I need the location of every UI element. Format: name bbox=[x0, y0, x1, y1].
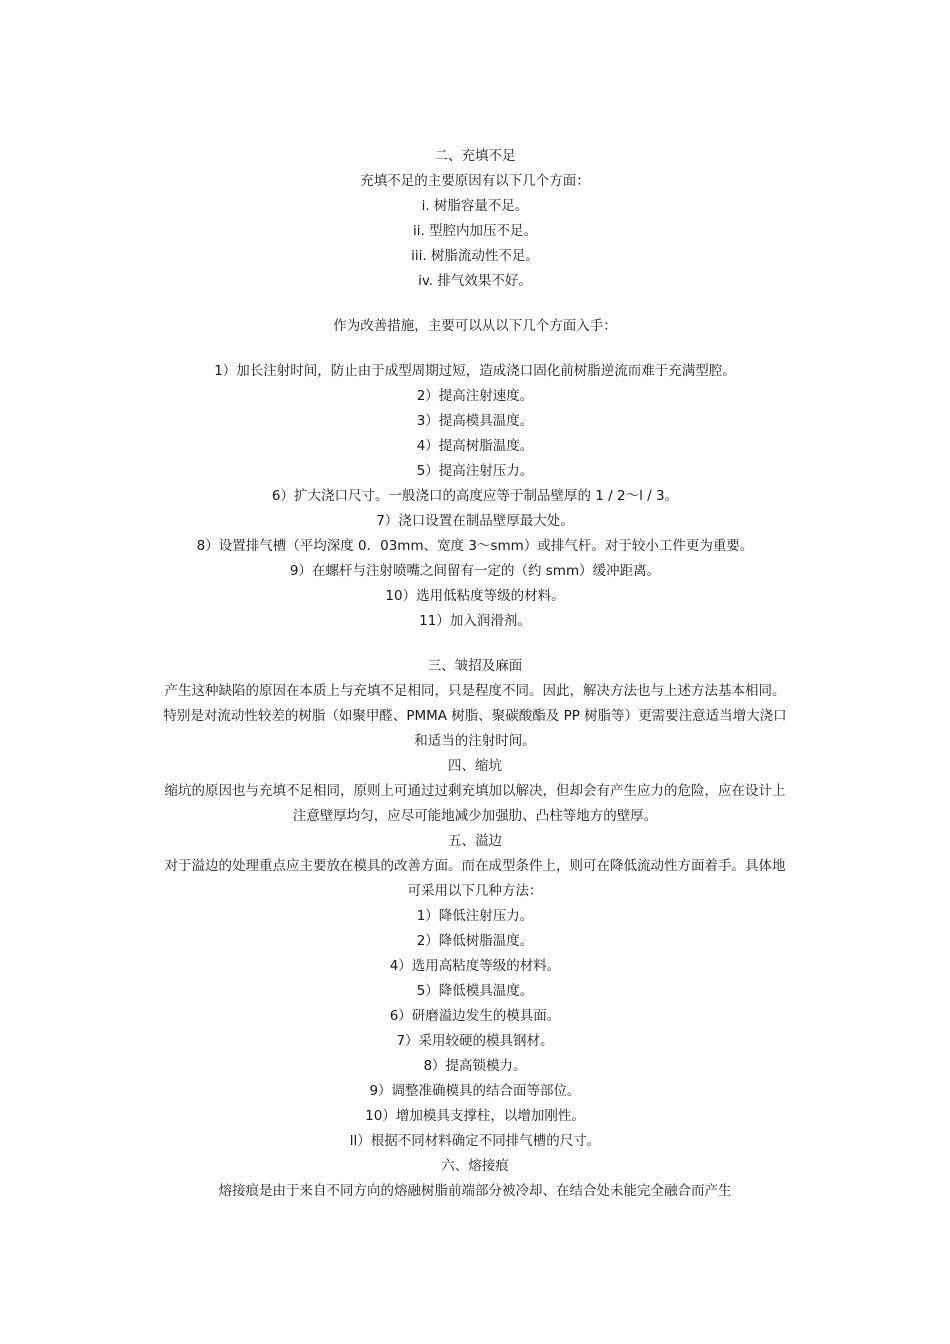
measure-item: 10）选用低粘度等级的材料。 bbox=[385, 588, 565, 604]
section-heading-underfill: 二、充填不足 bbox=[434, 148, 516, 164]
spacer bbox=[140, 634, 810, 654]
underfill-intro: 充填不足的主要原因有以下几个方面： bbox=[360, 173, 590, 189]
cause-item: i. 树脂容量不足。 bbox=[421, 198, 529, 214]
flash-method-item: 10）增加模具支撑柱，以增加刚性。 bbox=[365, 1108, 585, 1124]
section-heading-wrinkles: 三、皱招及麻面 bbox=[427, 658, 523, 674]
sink-paragraph-line: 注意壁厚均匀，应尽可能地减少加强肋、凸柱等地方的壁厚。 bbox=[292, 808, 658, 824]
cause-item: iv. 排气效果不好。 bbox=[418, 273, 532, 289]
flash-method-item: 9）调整准确模具的结合面等部位。 bbox=[369, 1083, 581, 1099]
flash-method-item: ll）根据不同材料确定不同排气槽的尺寸。 bbox=[349, 1133, 601, 1149]
wrinkles-paragraph-line: 产生这种缺陷的原因在本质上与充填不足相同，只是程度不同。因此，解决方法也与上述方法基本相同。 bbox=[164, 683, 786, 699]
flash-method-item: 7）采用较硬的模具钢材。 bbox=[396, 1033, 554, 1049]
flash-method-item: 5）降低模具温度。 bbox=[416, 983, 534, 999]
measure-item: 5）提高注射压力。 bbox=[416, 463, 534, 479]
flash-method-item: 6）研磨溢边发生的模具面。 bbox=[389, 1008, 561, 1024]
section-heading-sink-marks: 四、缩坑 bbox=[448, 758, 502, 774]
measures-intro: 作为改善措施，主要可以从以下几个方面入手： bbox=[333, 318, 617, 334]
section-heading-flash: 五、溢边 bbox=[448, 833, 502, 849]
measure-item: 3）提高模具温度。 bbox=[416, 413, 534, 429]
spacer bbox=[140, 339, 810, 359]
measure-item: 2）提高注射速度。 bbox=[416, 388, 534, 404]
weld-paragraph-line: 熔接痕是由于来自不同方向的熔融树脂前端部分被冷却、在结合处未能完全融合而产生 bbox=[218, 1183, 732, 1199]
document-body bbox=[140, 144, 810, 1204]
measure-item: 7）浇口设置在制品壁厚最大处。 bbox=[376, 513, 574, 529]
flash-method-item: 8）提高锁模力。 bbox=[423, 1058, 527, 1074]
flash-paragraph-line: 可采用以下几种方法： bbox=[407, 883, 543, 899]
flash-method-item: 1）降低注射压力。 bbox=[416, 908, 534, 924]
flash-method-item: 2）降低树脂温度。 bbox=[416, 933, 534, 949]
sink-paragraph-line: 缩坑的原因也与充填不足相同，原则上可通过过剩充填加以解决，但却会有产生应力的危险，应在设计上 bbox=[164, 783, 786, 799]
wrinkles-paragraph-line: 和适当的注射时间。 bbox=[414, 733, 536, 749]
section-heading-weld-lines: 六、熔接痕 bbox=[441, 1158, 509, 1174]
flash-paragraph-line: 对于溢边的处理重点应主要放在模具的改善方面。而在成型条件上，则可在降低流动性方面着手。具体地 bbox=[164, 858, 786, 874]
wrinkles-paragraph-line: 特别是对流动性较差的树脂（如聚甲醛、PMMA 树脂、聚碳酸酯及 PP 树脂等）更需要注意适当增大浇口 bbox=[163, 708, 787, 724]
spacer bbox=[140, 294, 810, 314]
cause-item: iii. 树脂流动性不足。 bbox=[411, 248, 539, 264]
cause-item: ii. 型腔内加压不足。 bbox=[412, 223, 538, 239]
measure-item: 11）加入润滑剂。 bbox=[419, 613, 531, 629]
measure-item: 6）扩大浇口尺寸。一般浇口的高度应等于制品壁厚的 1 / 2～l / 3。 bbox=[271, 488, 679, 504]
measure-item: 1）加长注射时间，防止由于成型周期过短，造成浇口固化前树脂逆流而难于充满型腔。 bbox=[214, 363, 736, 379]
measure-item: 9）在螺杆与注射喷嘴之间留有一定的（约 smm）缓冲距离。 bbox=[289, 563, 661, 579]
measure-item: 8）设置排气槽（平均深度 0．03mm、宽度 3～smm）或排气杆。对于较小工件更为重要。 bbox=[196, 538, 754, 554]
measure-item: 4）提高树脂温度。 bbox=[416, 438, 534, 454]
flash-method-item: 4）选用高粘度等级的材料。 bbox=[389, 958, 561, 974]
